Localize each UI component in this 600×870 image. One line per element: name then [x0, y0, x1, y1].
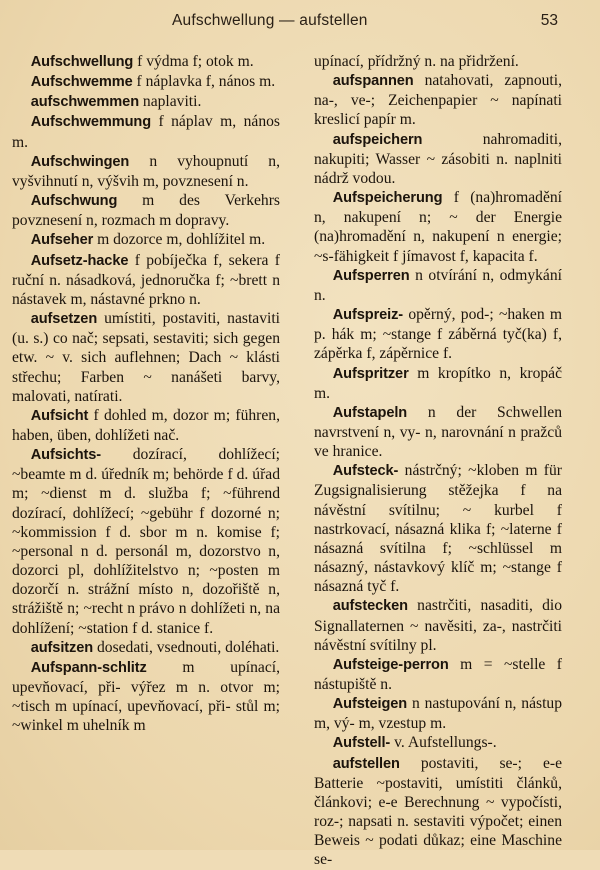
entry-definition: m kropítko n, kropáč m. — [314, 364, 562, 402]
entry-headword: Aufspann-schlitz — [30, 659, 147, 676]
entry-definition: n otvírání n, odmykání n. — [314, 266, 562, 304]
dictionary-entry — [12, 92, 280, 112]
page-number: 53 — [540, 12, 558, 29]
dictionary-entry — [314, 52, 562, 71]
dictionary-entry — [314, 655, 562, 694]
entry-definition: f výdma f; otok m. — [133, 53, 254, 70]
dictionary-entry — [314, 266, 562, 305]
entry-definition: umístiti, postaviti, nastaviti (u. s.) co nač; sepsati, sestaviti; sich gegen etw. ~ v. sich auflehnen; Dach ~ klásti střechu; Farben ~ nanášeti barvy, malovati, natírati. — [12, 310, 280, 405]
dictionary-entry — [12, 191, 280, 230]
dictionary-entry — [314, 305, 562, 363]
dictionary-entry — [314, 461, 562, 596]
entry-headword: Aufstapeln — [332, 404, 408, 421]
dictionary-entry — [12, 445, 280, 638]
entry-headword: Aufschwemme — [30, 74, 133, 91]
dictionary-entry — [12, 658, 280, 736]
entry-headword: Aufschwellung — [30, 54, 134, 70]
entry-definition: naplaviti. — [139, 93, 202, 111]
entry-headword: aufstecken — [332, 598, 408, 615]
entry-headword: Aufschwung — [30, 193, 118, 210]
entry-headword: Aufsteigen — [332, 696, 408, 713]
entry-definition: nástrčný; ~kloben m für Zugsignalisierung stěžejka f na návěstní svítilnu; ~ kurbel f nastrkovací, násazná klika f; ~laterne f násazná svítilna f; ~schlüssel m násazný, nástavkový klíč m; ~stange f násazná tyč f. — [314, 462, 562, 596]
dictionary-entry — [314, 596, 562, 654]
dictionary-entry — [314, 188, 562, 266]
dictionary-entry — [12, 309, 280, 406]
entry-definition: f pobíječka f, sekera f ruční n. násadková, jednoručka f; ~brett n nástavek m, nástavné prkno n. — [12, 251, 280, 308]
dictionary-entry — [12, 406, 280, 445]
entry-definition: m upínací, upevňovací, při- výřez m n. otvor m; ~tisch m upínací, upevňovací, při- stůl m; ~winkel m uhelník m — [12, 658, 280, 735]
entry-definition: m = ~stelle f nástupiště n. — [314, 655, 562, 693]
page-header — [0, 8, 600, 36]
dictionary-entry — [314, 754, 562, 870]
dictionary-entry — [314, 694, 562, 733]
entry-headword: aufstellen — [332, 755, 400, 772]
dictionary-entry — [12, 638, 280, 658]
entry-headword: Aufsperren — [332, 267, 410, 284]
entry-definition: opěrný, pod-; ~haken m p. hák m; ~stange f záběrná tyč(ka) f, zápěrka f, zápěrnice f. — [314, 306, 562, 363]
entry-definition: f náplav m, nános m. — [12, 113, 280, 151]
entry-definition: v. Aufstellungs-. — [390, 734, 497, 752]
dictionary-entry — [314, 364, 562, 403]
entry-headword: aufschwemmen — [30, 94, 140, 111]
entry-definition: nastrčiti, nasaditi, dio Signallaternen ~ navěsiti, za-, nastrčiti návěstní svítilny pl. — [314, 597, 562, 654]
entry-headword: aufspeichern — [332, 131, 423, 148]
dictionary-entry — [314, 733, 562, 753]
entry-definition: upínací, přídržný n. na přidržení. — [314, 53, 519, 70]
entry-headword: Aufschwemmung — [30, 114, 152, 131]
entry-definition: m dozorce m, dohlížitel m. — [93, 231, 266, 249]
entry-headword: Aufsteige-perron — [332, 656, 449, 673]
dictionary-entry — [314, 71, 562, 129]
entry-headword: Aufstell- — [332, 735, 391, 752]
entry-headword: Aufsteck- — [332, 463, 399, 480]
entry-definition: f dohled m, dozor m; führen, haben, üben, dohlížeti nač. — [12, 406, 280, 444]
left-column — [12, 52, 280, 842]
entry-headword: aufspannen — [332, 73, 414, 90]
entry-headword: Aufspreiz- — [332, 307, 404, 324]
entry-headword: Aufsetz-hacke — [30, 252, 129, 269]
entry-definition: m des Verkehrs povznesení n, rozmach m dopravy. — [12, 192, 280, 230]
running-title: Aufschwellung — aufstellen — [172, 12, 368, 29]
entry-definition: n vyhoupnutí n, vyšvihnutí n, výšvih m, povznesení n. — [12, 152, 280, 190]
entry-definition: dosedati, vsednouti, doléhati. — [93, 638, 280, 656]
entry-headword: aufsitzen — [30, 639, 94, 656]
right-column — [314, 52, 562, 869]
dictionary-entry — [314, 130, 562, 188]
entry-definition: natahovati, zapnouti, na-, ve-; Zeichenpapier ~ napínati kreslicí papír m. — [314, 72, 562, 129]
dictionary-entry — [12, 52, 280, 72]
entry-definition: nahromaditi, nakupiti; Wasser ~ zásobiti n. naplniti nádrž vodou. — [314, 130, 562, 187]
dictionary-entry — [12, 152, 280, 191]
dictionary-entry — [314, 403, 562, 461]
entry-headword: Aufsicht — [30, 407, 89, 424]
dictionary-entry — [12, 72, 280, 92]
entry-definition: f náplavka f, nános m. — [132, 73, 276, 91]
dictionary-entry — [12, 112, 280, 151]
entry-definition: n nastupování n, nástup m, vý- m, vzestup m. — [314, 695, 562, 733]
entry-definition: dozírací, dohlížecí; ~beamte m d. úředník m; behörde f d. úřad m; ~dienst m d. služba f; ~führend dozírací, dohlížecí; ~gebühr f dozorné n; ~kommission f d. sbor m n. komise f; ~personal n d. personál m, dozorstvo n, dozorci pl, dohlížitelstvo n; ~posten m dozorčí n. strážní místo n, dozořiště n, strážiště n; ~recht n právo n dohlížeti n, na dohlížení; ~station f d. stanice f. — [12, 446, 280, 637]
entry-definition: f (na)hromadění n, nakupení n; ~ der Energie (na)hromadění n, nakupení n energie; ~s-fähigkeit f jímavost f, kapacita f. — [314, 189, 562, 265]
entry-headword: Aufsichts- — [30, 447, 102, 464]
entry-headword: Aufseher — [30, 232, 94, 249]
entry-definition: n der Schwellen navrstvení n, vy- n, narovnání n pražců ve hranice. — [314, 403, 562, 461]
entry-definition: postaviti, se-; e-e Batterie ~postaviti, umístiti článků, článkovi; e-e Berechnung ~ vypočísti, roz-; napsati n. sestaviti výpočet; einen Beweis ~ podati důkaz; eine Maschine se- — [314, 754, 562, 869]
dictionary-entry — [12, 230, 280, 250]
dictionary-entry — [12, 251, 280, 309]
entry-headword: Aufspeicherung — [332, 190, 443, 207]
entry-headword: aufsetzen — [30, 311, 98, 328]
entry-headword: Aufspritzer — [332, 365, 409, 382]
entry-headword: Aufschwingen — [30, 153, 130, 170]
